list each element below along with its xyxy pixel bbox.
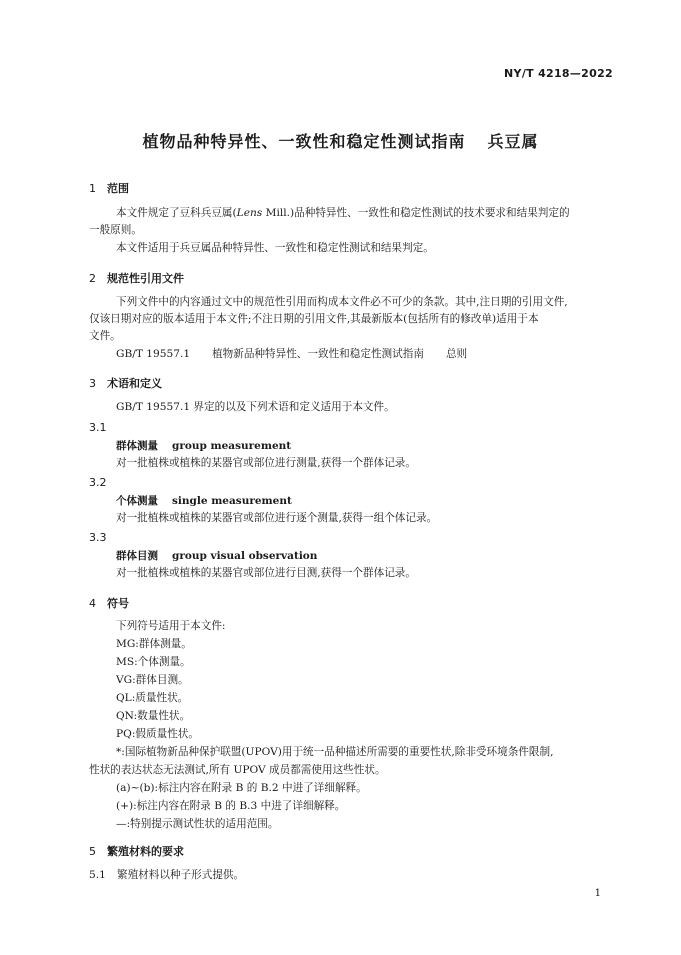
normative-reference: GB/T 19557.1 植物新品种特异性、一致性和稳定性测试指南 总则 (116, 348, 468, 360)
note-item: —:特别提示测试性状的适用范围。 (116, 818, 279, 830)
symbol-item: QN:数量性状。 (116, 710, 191, 722)
section-title: 术语和定义 (107, 377, 162, 390)
title-main: 植物品种特异性、一致性和稳定性测试指南 (142, 132, 466, 151)
standard-code: NY/T 4218—2022 (504, 67, 613, 80)
section-number: 4 (89, 597, 96, 610)
section-1-heading (89, 180, 129, 196)
term-number: 3.1 (89, 421, 107, 434)
symbol-item: QL:质量性状。 (116, 692, 189, 704)
subsection-number: 5.1 (89, 869, 106, 881)
page-number: 1 (594, 888, 601, 899)
subsection-text: 繁殖材料以种子形式提供。 (117, 869, 245, 881)
latin-name: Lens (236, 207, 263, 219)
section-title: 符号 (107, 597, 129, 610)
paragraph: 性状的表达状态无法测试,所有 UPOV 成员都需使用这些性状。 (89, 764, 386, 776)
term-definition: 对一批植株或植株的某器官或部位进行测量,获得一个群体记录。 (116, 457, 416, 469)
term-definition: 对一批植株或植株的某器官或部位进行目测,获得一个群体记录。 (116, 567, 416, 579)
term-name: 群体测量 group measurement (116, 440, 292, 452)
section-5-heading (89, 843, 184, 859)
section-number: 2 (89, 272, 96, 285)
section-2-heading (89, 270, 184, 286)
symbol-item: VG:群体目测。 (116, 674, 189, 686)
section-number: 3 (89, 377, 96, 390)
document-title (0, 129, 681, 152)
subsection-5-1 (89, 867, 244, 884)
paragraph: GB/T 19557.1 界定的以及下列术语和定义适用于本文件。 (116, 401, 395, 413)
section-4-heading (89, 595, 129, 611)
paragraph: 一般原则。 (89, 224, 142, 236)
symbol-item: MS:个体测量。 (116, 656, 191, 668)
paragraph: 下列文件中的内容通过文中的规范性引用而构成本文件必不可少的条款。其中,注日期的引用文件, (116, 296, 568, 308)
paragraph: 仅该日期对应的版本适用于本文件;不注日期的引用文件,其最新版本(包括所有的修改单)适用于本 (89, 313, 539, 325)
section-number: 5 (89, 845, 96, 858)
symbol-item: MG:群体测量。 (116, 638, 192, 650)
term-number: 3.2 (89, 476, 107, 489)
paragraph: *:国际植物新品种保护联盟(UPOV)用于统一品种描述所需要的重要性状,除非受环境条件限制, (116, 746, 554, 758)
paragraph: 本文件规定了豆科兵豆属(Lens Mill.)品种特异性、一致性和稳定性测试的技术要求和结果判定的 (116, 207, 570, 219)
note-item: (+):标注内容在附录 B 的 B.3 中进了详细解释。 (116, 800, 346, 812)
term-number: 3.3 (89, 531, 107, 544)
paragraph: 下列符号适用于本文件: (116, 620, 226, 632)
term-definition: 对一批植株或植株的某器官或部位进行逐个测量,获得一组个体记录。 (116, 512, 438, 524)
title-genus: 兵豆属 (487, 132, 539, 151)
section-title: 繁殖材料的要求 (107, 845, 184, 858)
term-name: 个体测量 single measurement (116, 495, 292, 507)
paragraph: 本文件适用于兵豆属品种特异性、一致性和稳定性测试和结果判定。 (116, 242, 434, 254)
note-item: (a)~(b):标注内容在附录 B 的 B.2 中进了详细解释。 (116, 782, 367, 794)
section-number: 1 (89, 182, 96, 195)
section-title: 范围 (107, 182, 129, 195)
section-3-heading (89, 375, 162, 391)
section-title: 规范性引用文件 (107, 272, 184, 285)
term-name: 群体目测 group visual observation (116, 550, 318, 562)
paragraph: 文件。 (89, 330, 121, 342)
symbol-item: PQ:假质量性状。 (116, 728, 199, 740)
